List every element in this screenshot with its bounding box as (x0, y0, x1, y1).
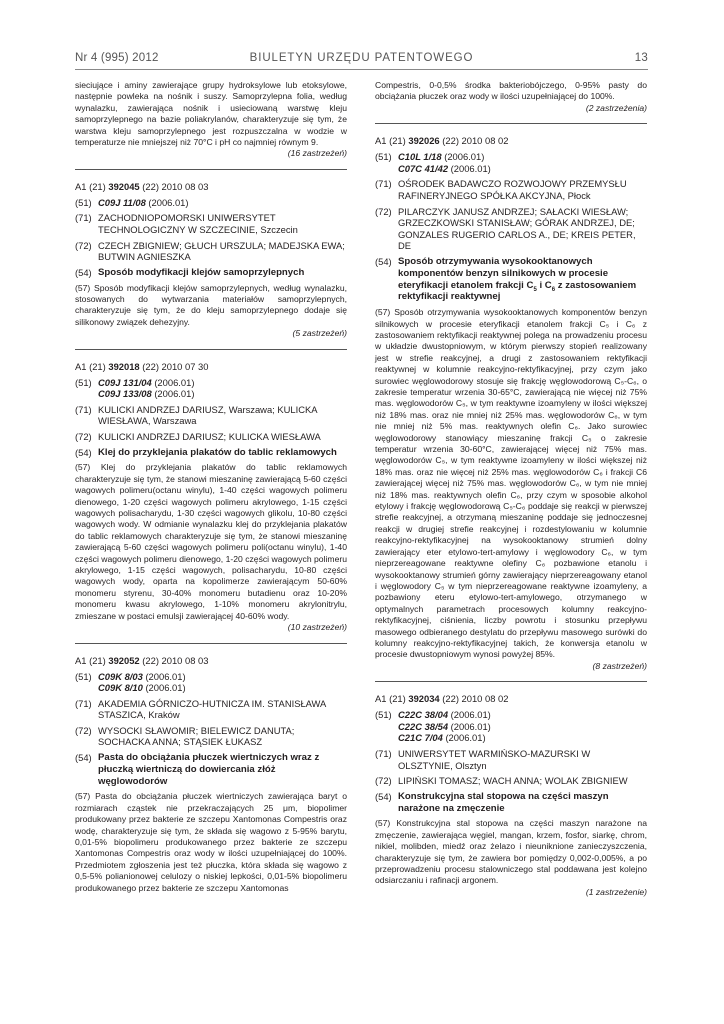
field-code: (51) (75, 376, 92, 388)
inventors (75, 240, 347, 263)
ipc-list (98, 377, 347, 400)
ipc-classification (75, 377, 347, 400)
claims-count: (2 zastrzeżenia) (585, 102, 647, 113)
claims-count: (5 zastrzeżeń) (292, 328, 347, 339)
field-code: (51) (75, 196, 92, 208)
ipc-classification (75, 197, 347, 209)
ipc-list (98, 671, 347, 694)
field-code: (54) (75, 446, 92, 458)
ipc-version: (2006.01) (145, 670, 186, 682)
filing-date: (22) 2010 08 03 (142, 180, 209, 192)
inventors (75, 725, 347, 748)
ipc-version: (2006.01) (450, 709, 491, 721)
invention-title (375, 791, 647, 815)
entry-divider (75, 643, 347, 644)
ipc-code: C09J 11/08 (98, 196, 146, 208)
ipc-classification (375, 151, 647, 174)
invention-title (75, 447, 347, 459)
applicant (75, 404, 347, 427)
ipc-list (98, 197, 347, 209)
applicant-name: OŚRODEK BADAWCZO ROZWOJOWY PRZEMYSŁU RAFINERYJNEGO SPÓŁKA AKCYJNA, Płock (398, 178, 627, 201)
field-code: (71) (75, 212, 92, 224)
invention-title (375, 256, 647, 303)
field-code: (51) (375, 709, 392, 721)
ipc-version: (2006.01) (445, 732, 486, 744)
issue-number: Nr 4 (995) 2012 (75, 52, 159, 64)
field-code: (54) (75, 752, 92, 764)
applicant (375, 748, 647, 771)
field-code: (72) (75, 431, 92, 443)
abstract: (57) Klej do przyklejania plakatów do tablic reklamowych charakteryzuje się tym, że stanowi mieszaninę zawierającą 5-60 części wagowych polimeru(octanu winylu), 1-40 części wagowych polimeru dienowego, 1-20 części wagowych polimeru akrylowego, 1-15 części wagowych polisacharydu, 1-30 części wagowych glikolu, 10-80 części wagowych wody. W odmianie wynalazku klej do przyklejania plakatów do tablic reklamowych charakteryzuje się tym, że stanowi mieszaninę zawierającą 5-60 części wagowych polimeru poli(octanu winylu), 1-40 części wagowych polimeru dienowego, 1-20 części wagowych polimeru akrylowego, 1-15 części wagowych, polisacharydu, 10-80 części wagowych wody, oparta na kopolimerze zawierającym 50-60% monomeru styrenu, 30-40% monomeru butadienu oraz 10-20% monomeru kwasu akrylowego, 1-10% monomeru akrylonitrylu, zmieszane w postaci emulsji zawierającej 40-60% wody. (75, 462, 347, 621)
inventor-names: PILARCZYK JANUSZ ANDRZEJ; SAŁACKI WIESŁAW; GRZECZKOWSKI STANISŁAW; GÓRAK ANDRZEJ, DE; GONZALES RUGERIO CARLOS A., DE; KREIS PETER, DE (398, 205, 636, 252)
title-part: z zastosowaniem rektyfikacji reaktywnej (398, 279, 637, 303)
abstract: (57) Sposób otrzymywania wysokooktanowych komponentów benzyn silnikowych w procesie eteryfikacji etanolem frakcji C₅ i C₆ z zastosowaniem rektyfikacji reaktywnej polega na prowadzeniu procesu w układzie dwustopniowym, w którym pierwszy stopień realizowany jest w strefie reakcyjnej, a drugi z zastosowaniem rektyfikacji reaktywnej w kolumnie reakcyjno-rektyfikacyjnej, przy czym jako surowiec węglowodorowy stosuje się frakcję węglowodorową C₅-C₆, o zakresie temperatur wrzenia 30-65°C, zawierającą nie więcej niż 75% mas. węglowodorów C₅, w tym reaktywne izoamyleny w ilości większej niż 18% mas. oraz nie mniej niż 25% mas. węglowodorów C₆, w tym nie mniej niż 5% mas. reaktywnych olefin C₆. Jako surowiec węglowodorowy stanowiący mieszaninę frakcji C₅ o zakresie temperatur wrzenia 30-60°C, zawierającej więcej niż 75% mas. węglowodorów C₅, w tym reaktywne izoamyleny w ilości większej niż 18% mas. oraz nie więcej niż 25% mas. węglowodorów C₆ i frakcji C6 zawierającej więcej niż 75% mas. węglowodorów C₆, w tym nie mniej niż 18% mas. reaktywnych olefin C₆, przy czym w sposobie alkohol etylowy i frakcję węglowodorową C₅-C₆ poddaje się reakcji w pierwszej strefie reakcyjnej, a otrzymaną mieszaninę poddaje się jednoczesnej reakcji w drugiej strefie reakcyjnej i rozdestylowaniu w kolumnie reakcyjno-rektyfikacyjnej na wysokooktanowy strumień dolny zawierający eter etylowo-tert-amylowy i węglowodory C₆, w tym nieprzereagowane reaktywne olefiny C₆ pozbawione etanolu i wysokooktanowy strumień górny zawierający nieprzereagowany etanol i węglowodory C₅ w tym nieprzereagowane reaktywne izoamyleny, a pozbawiony eteru etylowo-tert-amylowego, otrzymanego w optymalnych parametrach procesowych kolumny reakcyjno-rektyfikacyjnej, ciśnienia, liczby powrotu i stosunku przepływu masowego odbieranego destylatu do przepływu masowego surówki do kolumny reakcyjno-rektyfikacyjnej takich, że konwersja etanolu w procesie dwustopniowym wynosi powyżej 85%. (375, 307, 647, 660)
inventor-names: CZECH ZBIGNIEW; GŁUCH URSZULA; MADEJSKA EWA; BUTWIN AGNIESZKA (98, 239, 345, 263)
abstract: (57) Pasta do obciążania płuczek wiertniczych zawierająca baryt o rozmiarach cząstek nie przekraczających 25 μm, biopolimer produkowany przez bakterie ze szczepu Xantomonas Compestris oraz wodę, charakteryzuje się tym, że składa się wagowo z 5-95% barytu, 0,01-5% biopolimeru produkowanego przez bakterie ze szczepu Xantomonas Compestris oraz wody w ilości uzupełniającej do 100%. Przedmiotem zgłoszenia jest też płuczka, która składa się wagowo z 0,5-5% polianionowej celulozy o niskiej lepkości, 0,01-5% biopolimeru produkowanego przez bakterie ze szczepu Xantomonas (75, 791, 347, 893)
ipc-code: C10L 1/18 (398, 151, 442, 163)
inventor-names: KULICKI ANDRZEJ DARIUSZ; KULICKA WIESŁAWA (98, 431, 321, 443)
entry-kind: A1 (21) (75, 180, 106, 192)
ipc-code: C22C 38/54 (398, 720, 449, 732)
ipc-list (398, 709, 647, 744)
title-text: Sposób modyfikacji klejów samoprzylepnych (98, 266, 305, 278)
entry-header (375, 693, 647, 705)
filing-date: (22) 2010 08 03 (142, 654, 209, 666)
title-text: Klej do przyklejania plakatów do tablic reklamowych (98, 446, 337, 458)
field-code: (71) (375, 178, 392, 190)
applicant-name: AKADEMIA GÓRNICZO-HUTNICZA IM. STANISŁAWA STASZICA, Kraków (98, 697, 326, 721)
invention-title (75, 752, 347, 787)
left-column (75, 80, 347, 894)
continuation-text: sieciujące i aminy zawierające grupy hydroksylowe lub etoksylowe, następnie powleka na nośnik i suszy. Samoprzylepna folia, według wynalazku, zawierająca nośnik i usieciowaną warstwę kleju samoprzylepnego na bazie poliakrylanów, charakteryzuje się tym, że warstwa kleju samoprzylepnego jest rozpuszczalna w wodzie w temperaturze nie mniejszej niż 70°C i pH co najmniej równym 9. (75, 80, 347, 148)
entry-header (375, 135, 647, 147)
entry-divider (375, 123, 647, 124)
title-part: i C (536, 279, 552, 291)
claims-count: (16 zastrzeżeń) (287, 148, 347, 159)
entry-divider (75, 169, 347, 170)
applicant-name: UNIWERSYTET WARMIŃSKO-MAZURSKI W OLSZTYNIE, Olsztyn (398, 747, 591, 771)
invention-title (75, 267, 347, 279)
abstract: (57) Sposób modyfikacji klejów samoprzylepnych, według wynalazku, stosowanych do wytwarzania materiałów samoprzylepnych, charakteryzuje się tym, że do kleju samoprzylepnego dodaje się silikonowy związek dehezyjny. (75, 282, 347, 327)
inventor-names: WYSOCKI SŁAWOMIR; BIELEWICZ DANUTA; SOCHACKA ANNA; STĄSIEK ŁUKASZ (98, 724, 295, 748)
applicant-name: KULICKI ANDRZEJ DARIUSZ, Warszawa; KULICKA WIESŁAWA, Warszawa (98, 403, 317, 427)
inventors (375, 775, 647, 787)
title-text: Pasta do obciążania płuczek wiertniczych wraz z płuczką wiertniczą do dowiercania złóż węglowodorów (98, 752, 320, 787)
ipc-code: C09J 133/08 (98, 388, 152, 400)
entry-divider (375, 681, 647, 682)
ipc-code: C09K 8/03 (98, 670, 143, 682)
ipc-code: C07C 41/42 (398, 162, 449, 174)
field-code: (71) (375, 747, 392, 759)
ipc-version: (2006.01) (148, 196, 189, 208)
applicant (75, 698, 347, 721)
entry-header (75, 181, 347, 193)
header-divider (75, 69, 648, 70)
page-header (75, 52, 648, 70)
title-text (398, 256, 647, 303)
claims-count: (10 zastrzeżeń) (287, 622, 347, 633)
right-column (375, 80, 647, 898)
entry-divider (75, 349, 347, 350)
ipc-classification (75, 671, 347, 694)
application-number: 392018 (108, 360, 140, 372)
field-code: (54) (375, 255, 392, 267)
ipc-code: C21C 7/04 (398, 732, 443, 744)
ipc-version: (2006.01) (154, 388, 195, 400)
filing-date: (22) 2010 08 02 (442, 693, 509, 705)
patent-entry (375, 135, 647, 672)
entry-kind: A1 (21) (375, 135, 406, 147)
ipc-version: (2006.01) (444, 151, 485, 163)
ipc-code: C22C 38/04 (398, 709, 449, 721)
claims-count: (8 zastrzeżeń) (592, 660, 647, 671)
page-number: 13 (634, 52, 648, 64)
filing-date: (22) 2010 07 30 (142, 360, 209, 372)
field-code: (72) (75, 239, 92, 251)
entry-kind: A1 (21) (75, 654, 106, 666)
ipc-list (398, 151, 647, 174)
abstract: (57) Konstrukcyjna stal stopowa na części maszyn narażone na zmęczenie, zawierająca węgiel, mangan, krzem, fosfor, siarkę, chrom, nikiel, molibden, miedź oraz żelazo i nieuniknione zanieczyszczenia, charakteryzuje się tym, że zawiera bor pomiędzy 0,002-0,005%, a po przeprowadzeniu procesu stalowniczego stal poddawana jest kolejno odsiarczaniu i rafinacji argonem. (375, 818, 647, 886)
patent-entry (375, 693, 647, 898)
continuation-text: Compestris, 0-0,5% środka bakteriobójczego, 0-95% pasty do obciążania płuczek oraz wody w ilości uzupełniającej do 100%. (375, 80, 647, 102)
filing-date: (22) 2010 08 02 (442, 135, 509, 147)
field-code: (71) (75, 697, 92, 709)
application-number: 392045 (108, 180, 140, 192)
ipc-classification (375, 709, 647, 744)
ipc-version: (2006.01) (450, 162, 491, 174)
field-code: (54) (75, 266, 92, 278)
field-code: (72) (375, 205, 392, 217)
title-text: Konstrukcyjna stal stopowa na części maszyn narażone na zmęczenie (398, 790, 609, 814)
ipc-version: (2006.01) (145, 682, 186, 694)
patent-entry (75, 181, 347, 340)
ipc-version: (2006.01) (450, 720, 491, 732)
entry-kind: A1 (21) (375, 693, 406, 705)
application-number: 392034 (408, 693, 440, 705)
field-code: (51) (75, 670, 92, 682)
patent-entry (75, 361, 347, 634)
ipc-code: C09K 8/10 (98, 682, 143, 694)
title-subscript: 5 (533, 286, 537, 293)
title-part: Sposób otrzymywania wysokooktanowych komponentów benzyn silnikowych w procesie eteryfikacji etanolem frakcji C (398, 255, 609, 291)
applicant (375, 178, 647, 201)
field-code: (72) (75, 724, 92, 736)
application-number: 392026 (408, 135, 440, 147)
title-subscript: 6 (551, 286, 556, 293)
entry-header (75, 655, 347, 667)
application-number: 392052 (108, 654, 140, 666)
applicant-name: ZACHODNIOPOMORSKI UNIWERSYTET TECHNOLOGICZNY W SZCZECINIE, Szczecin (98, 212, 298, 236)
applicant (75, 212, 347, 235)
field-code: (72) (375, 775, 392, 787)
field-code: (71) (75, 403, 92, 415)
field-code: (51) (375, 151, 392, 163)
journal-title: BIULETYN URZĘDU PATENTOWEGO (249, 52, 474, 64)
field-code: (54) (375, 790, 392, 802)
ipc-code: C09J 131/04 (98, 376, 152, 388)
claims-count: (1 zastrzeżenie) (585, 886, 647, 897)
inventors (375, 206, 647, 252)
ipc-version: (2006.01) (154, 376, 195, 388)
entry-header (75, 361, 347, 373)
inventors (75, 431, 347, 443)
entry-kind: A1 (21) (75, 360, 106, 372)
inventor-names: LIPIŃSKI TOMASZ; WACH ANNA; WOLAK ZBIGNIEW (398, 775, 628, 787)
patent-entry (75, 655, 347, 895)
